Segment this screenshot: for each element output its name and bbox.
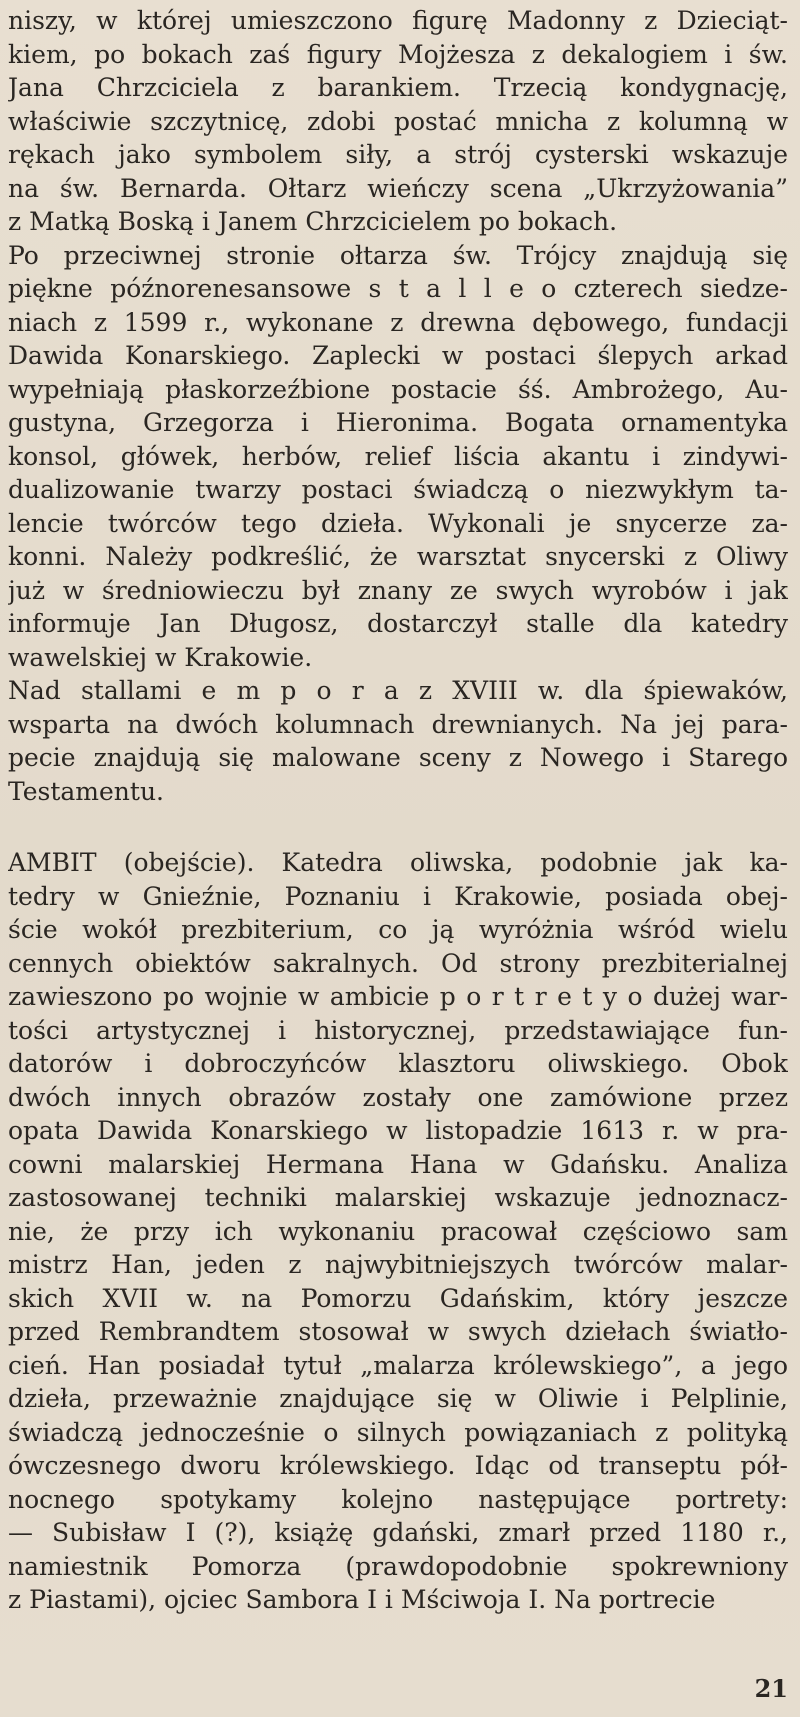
text-line: dualizowanie twarzy postaci świadczą o niezwykłym ta- (8, 475, 788, 504)
text-line: cowni malarskiej Hermana Hana w Gdańsku. Analiza (8, 1149, 788, 1179)
text-line: cennych obiektów sakralnych. Od strony prezbiterialnej (8, 948, 788, 978)
text-line: namiestnik Pomorza (prawdopodobnie spokrewniony (8, 1551, 788, 1581)
text-line: cień. Han posiadał tytuł „malarza królewskiego”, a jego (8, 1350, 788, 1380)
text-line: konsol, główek, herbów, relief liścia akantu i zindywi- (8, 441, 788, 471)
text-line: pecie znajdują się malowane sceny z Nowego i Starego (8, 743, 788, 772)
text-line: przed Rembrandtem stosował w swych dziełach światło- (8, 1317, 788, 1346)
text-line: skich XVII w. na Pomorzu Gdańskim, który jeszcze (8, 1283, 788, 1313)
text-line: lencie twórców tego dzieła. Wykonali je snycerze za- (8, 508, 788, 538)
text-line: piękne późnorenesansowe s t a l l e o czterech siedze- (8, 274, 788, 303)
text-line: gustyna, Grzegorza i Hieronima. Bogata ornamentyka (8, 408, 788, 437)
text-line: z Matką Boską i Janem Chrzcicielem po bokach. (8, 207, 618, 236)
text-line: niszy, w której umieszczono figurę Madonny z Dzieciąt- (8, 6, 788, 35)
text-line: wypełniają płaskorzeźbione postacie śś. Ambrożego, Au- (8, 374, 788, 404)
text-line: opata Dawida Konarskiego w listopadzie 1613 r. w pra- (8, 1116, 788, 1145)
text-line: dwóch innych obrazów zostały one zamówione przez (8, 1082, 788, 1112)
text-line: tości artystycznej i historycznej, przedstawiające fun- (8, 1015, 788, 1045)
paragraph-empora (8, 674, 788, 808)
text-line: z Piastami), ojciec Sambora I i Mściwoja I. Na portrecie (8, 1585, 716, 1614)
text-line: mistrz Han, jeden z najwybitniejszych twórców malar- (8, 1250, 788, 1279)
text-line: świadczą jednocześnie o silnych powiązaniach z polityką (8, 1417, 788, 1447)
text-line: wsparta na dwóch kolumnach drewnianych. Na jej para- (8, 709, 788, 739)
text-line: nocnego spotykamy kolejno następujące portrety: (8, 1484, 788, 1514)
text-line: już w średniowieczu był znany ze swych wyrobów i jak (8, 575, 788, 605)
text-line: konni. Należy podkreślić, że warsztat snycerski z Oliwy (8, 542, 788, 571)
text-line: właściwie szczytnicę, zdobi postać mnicha z kolumną w (8, 106, 788, 136)
text-line: tedry w Gnieźnie, Poznaniu i Krakowie, posiada obej- (8, 881, 788, 911)
text-block-ambit (8, 846, 788, 1617)
text-line: rękach jako symbolem siły, a strój cysterski wskazuje (8, 140, 788, 169)
text-line: ówczesnego dworu królewskiego. Idąc od transeptu pół- (8, 1451, 788, 1480)
paragraph-madonna (8, 4, 788, 239)
text-block-upper (8, 4, 788, 808)
text-line: AMBIT (obejście). Katedra oliwska, podobnie jak ka- (8, 848, 788, 877)
text-line: Testamentu. (8, 776, 165, 806)
text-line: Jana Chrzciciela z barankiem. Trzecią kondygnację, (8, 73, 788, 102)
text-line: Dawida Konarskiego. Zaplecki w postaci ślepych arkad (8, 341, 788, 370)
text-line: ście wokół prezbiterium, co ją wyróżnia wśród wielu (8, 915, 788, 944)
paragraph-ambit (8, 846, 788, 1617)
text-line: zawieszono po wojnie w ambicie p o r t r e t y o dużej war- (8, 982, 788, 1011)
text-line: wawelskiej w Krakowie. (8, 642, 313, 672)
text-line: kiem, po bokach zaś figury Mojżesza z dekalogiem i św. (8, 39, 788, 69)
page-number: 21 (754, 1674, 788, 1703)
text-line: niach z 1599 r., wykonane z drewna dębowego, fundacji (8, 307, 788, 337)
text-line: na św. Bernarda. Ołtarz wieńczy scena „Ukrzyżowania” (8, 173, 788, 203)
paragraph-stalle (8, 239, 788, 675)
text-line: datorów i dobroczyńców klasztoru oliwskiego. Obok (8, 1049, 788, 1078)
text-line: dzieła, przeważnie znajdujące się w Oliwie i Pelplinie, (8, 1384, 788, 1413)
text-line: — Subisław I (?), książę gdański, zmarł przed 1180 r., (8, 1518, 788, 1547)
text-line: zastosowanej techniki malarskiej wskazuje jednoznacz- (8, 1183, 788, 1212)
text-line: Nad stallami e m p o r a z XVIII w. dla śpiewaków, (8, 676, 788, 705)
text-line: Po przeciwnej stronie ołtarza św. Trójcy znajdują się (8, 240, 788, 270)
text-line: nie, że przy ich wykonaniu pracował częściowo sam (8, 1216, 788, 1246)
text-line: informuje Jan Długosz, dostarczył stalle dla katedry (8, 609, 788, 638)
